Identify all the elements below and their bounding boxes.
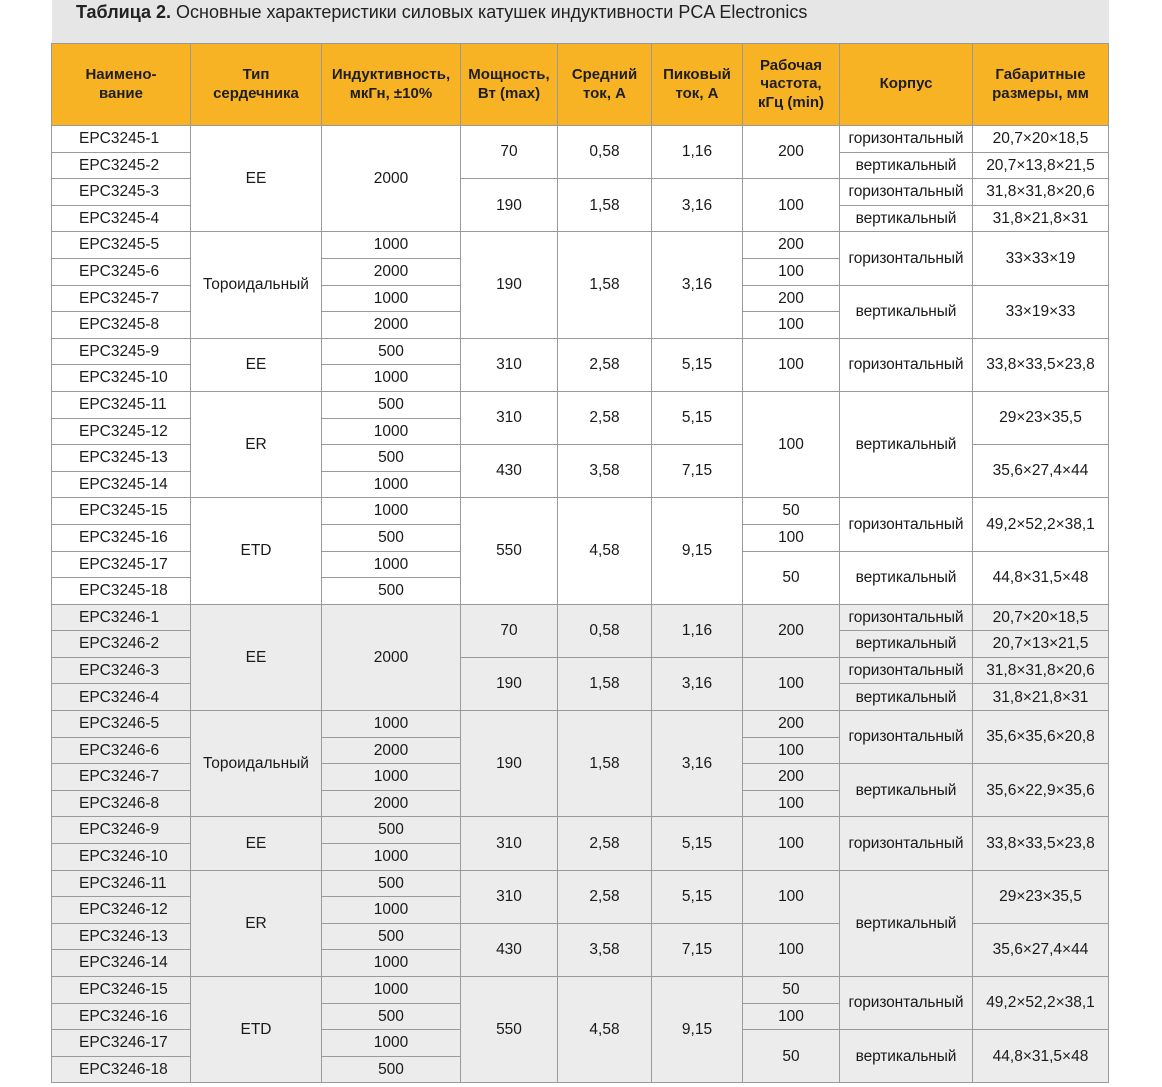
cell-name: EPC3245-13 bbox=[52, 445, 191, 472]
cell-dimensions: 49,2×52,2×38,1 bbox=[973, 977, 1109, 1030]
cell-avg-current: 2,58 bbox=[558, 870, 652, 923]
cell-inductance: 1000 bbox=[322, 897, 461, 924]
cell-frequency: 200 bbox=[743, 126, 840, 179]
cell-inductance: 500 bbox=[322, 817, 461, 844]
cell-core: Тороидальный bbox=[191, 232, 322, 338]
header-inductance: Индуктивность, мкГн, ±10% bbox=[322, 44, 461, 126]
cell-inductance: 500 bbox=[322, 338, 461, 365]
cell-inductance: 500 bbox=[322, 1056, 461, 1083]
cell-dimensions: 29×23×35,5 bbox=[973, 391, 1109, 444]
cell-frequency: 100 bbox=[743, 1003, 840, 1030]
cell-peak-current: 5,15 bbox=[652, 391, 743, 444]
cell-inductance: 1000 bbox=[322, 498, 461, 525]
table-group-1 bbox=[52, 126, 1109, 605]
cell-case: вертикальный bbox=[840, 764, 973, 817]
cell-name: EPC3245-3 bbox=[52, 179, 191, 206]
cell-case: горизонтальный bbox=[840, 604, 973, 631]
cell-name: EPC3246-2 bbox=[52, 631, 191, 658]
cell-name: EPC3245-16 bbox=[52, 524, 191, 551]
cell-name: EPC3246-9 bbox=[52, 817, 191, 844]
cell-inductance: 500 bbox=[322, 1003, 461, 1030]
cell-power: 310 bbox=[461, 391, 558, 444]
cell-frequency: 200 bbox=[743, 285, 840, 312]
cell-name: EPC3246-18 bbox=[52, 1056, 191, 1083]
table-row bbox=[52, 498, 1109, 525]
header-name: Наимено- вание bbox=[52, 44, 191, 126]
table-group-2 bbox=[52, 604, 1109, 1083]
cell-peak-current: 5,15 bbox=[652, 338, 743, 391]
header-power: Мощность, Вт (max) bbox=[461, 44, 558, 126]
cell-peak-current: 3,16 bbox=[652, 179, 743, 232]
cell-avg-current: 1,58 bbox=[558, 179, 652, 232]
cell-name: EPC3246-6 bbox=[52, 737, 191, 764]
cell-dimensions: 33,8×33,5×23,8 bbox=[973, 817, 1109, 870]
cell-name: EPC3246-17 bbox=[52, 1030, 191, 1057]
cell-avg-current: 4,58 bbox=[558, 977, 652, 1083]
cell-case: вертикальный bbox=[840, 285, 973, 338]
cell-power: 430 bbox=[461, 445, 558, 498]
cell-dimensions: 35,6×27,4×44 bbox=[973, 923, 1109, 976]
cell-frequency: 100 bbox=[743, 790, 840, 817]
table-row bbox=[52, 817, 1109, 844]
cell-case: вертикальный bbox=[840, 205, 973, 232]
cell-case: вертикальный bbox=[840, 391, 973, 497]
cell-name: EPC3246-13 bbox=[52, 923, 191, 950]
cell-frequency: 100 bbox=[743, 338, 840, 391]
cell-power: 190 bbox=[461, 711, 558, 817]
cell-avg-current: 3,58 bbox=[558, 445, 652, 498]
cell-core: ETD bbox=[191, 498, 322, 604]
cell-inductance: 1000 bbox=[322, 950, 461, 977]
caption-label: Таблица 2. bbox=[76, 2, 172, 22]
cell-name: EPC3246-4 bbox=[52, 684, 191, 711]
cell-dimensions: 31,8×31,8×20,6 bbox=[973, 179, 1109, 206]
cell-name: EPC3246-10 bbox=[52, 844, 191, 871]
table-row bbox=[52, 977, 1109, 1004]
cell-name: EPC3245-9 bbox=[52, 338, 191, 365]
cell-case: горизонтальный bbox=[840, 711, 973, 764]
cell-name: EPC3245-2 bbox=[52, 152, 191, 179]
cell-peak-current: 1,16 bbox=[652, 126, 743, 179]
cell-inductance: 1000 bbox=[322, 1030, 461, 1057]
cell-dimensions: 44,8×31,5×48 bbox=[973, 551, 1109, 604]
cell-peak-current: 5,15 bbox=[652, 870, 743, 923]
cell-case: вертикальный bbox=[840, 870, 973, 976]
cell-case: горизонтальный bbox=[840, 338, 973, 391]
cell-inductance: 1000 bbox=[322, 232, 461, 259]
cell-name: EPC3246-7 bbox=[52, 764, 191, 791]
table-row bbox=[52, 604, 1109, 631]
cell-name: EPC3246-1 bbox=[52, 604, 191, 631]
cell-peak-current: 5,15 bbox=[652, 817, 743, 870]
cell-inductance: 500 bbox=[322, 524, 461, 551]
cell-dimensions: 33×33×19 bbox=[973, 232, 1109, 285]
cell-inductance: 500 bbox=[322, 391, 461, 418]
cell-power: 310 bbox=[461, 870, 558, 923]
cell-name: EPC3246-15 bbox=[52, 977, 191, 1004]
cell-frequency: 50 bbox=[743, 977, 840, 1004]
cell-inductance: 1000 bbox=[322, 977, 461, 1004]
cell-inductance: 2000 bbox=[322, 790, 461, 817]
cell-inductance: 1000 bbox=[322, 285, 461, 312]
cell-inductance: 500 bbox=[322, 445, 461, 472]
cell-case: вертикальный bbox=[840, 152, 973, 179]
cell-peak-current: 3,16 bbox=[652, 711, 743, 817]
cell-frequency: 50 bbox=[743, 551, 840, 604]
cell-inductance: 1000 bbox=[322, 711, 461, 738]
cell-inductance: 1000 bbox=[322, 418, 461, 445]
cell-frequency: 50 bbox=[743, 1030, 840, 1083]
cell-dimensions: 31,8×21,8×31 bbox=[973, 205, 1109, 232]
cell-frequency: 100 bbox=[743, 737, 840, 764]
cell-avg-current: 0,58 bbox=[558, 604, 652, 657]
cell-peak-current: 7,15 bbox=[652, 923, 743, 976]
cell-dimensions: 20,7×20×18,5 bbox=[973, 126, 1109, 153]
cell-name: EPC3245-10 bbox=[52, 365, 191, 392]
cell-inductance: 500 bbox=[322, 578, 461, 605]
cell-power: 310 bbox=[461, 338, 558, 391]
cell-case: горизонтальный bbox=[840, 657, 973, 684]
cell-name: EPC3246-8 bbox=[52, 790, 191, 817]
cell-frequency: 100 bbox=[743, 312, 840, 339]
cell-power: 190 bbox=[461, 232, 558, 338]
table-row bbox=[52, 711, 1109, 738]
cell-inductance: 1000 bbox=[322, 471, 461, 498]
cell-name: EPC3245-14 bbox=[52, 471, 191, 498]
cell-peak-current: 9,15 bbox=[652, 498, 743, 604]
header-frequency: Рабочая частота, кГц (min) bbox=[743, 44, 840, 126]
cell-inductance: 2000 bbox=[322, 604, 461, 710]
cell-power: 190 bbox=[461, 179, 558, 232]
cell-dimensions: 35,6×35,6×20,8 bbox=[973, 711, 1109, 764]
cell-core: EE bbox=[191, 604, 322, 710]
cell-name: EPC3245-7 bbox=[52, 285, 191, 312]
cell-dimensions: 35,6×22,9×35,6 bbox=[973, 764, 1109, 817]
cell-inductance: 1000 bbox=[322, 551, 461, 578]
cell-case: горизонтальный bbox=[840, 179, 973, 206]
header-row bbox=[52, 44, 1109, 126]
cell-frequency: 100 bbox=[743, 179, 840, 232]
cell-avg-current: 2,58 bbox=[558, 391, 652, 444]
cell-name: EPC3245-12 bbox=[52, 418, 191, 445]
table-row bbox=[52, 870, 1109, 897]
characteristics-table bbox=[51, 43, 1109, 1083]
cell-inductance: 2000 bbox=[322, 258, 461, 285]
header-peak-current: Пиковый ток, А bbox=[652, 44, 743, 126]
header-dimensions: Габаритные размеры, мм bbox=[973, 44, 1109, 126]
cell-frequency: 100 bbox=[743, 817, 840, 870]
cell-frequency: 200 bbox=[743, 604, 840, 657]
cell-name: EPC3245-11 bbox=[52, 391, 191, 418]
header-core: Тип сердечника bbox=[191, 44, 322, 126]
cell-inductance: 1000 bbox=[322, 764, 461, 791]
cell-frequency: 100 bbox=[743, 524, 840, 551]
cell-peak-current: 7,15 bbox=[652, 445, 743, 498]
cell-name: EPC3245-5 bbox=[52, 232, 191, 259]
cell-core: EE bbox=[191, 817, 322, 870]
cell-power: 190 bbox=[461, 657, 558, 710]
cell-inductance: 1000 bbox=[322, 365, 461, 392]
cell-core: ETD bbox=[191, 977, 322, 1083]
cell-name: EPC3245-4 bbox=[52, 205, 191, 232]
cell-name: EPC3246-3 bbox=[52, 657, 191, 684]
cell-peak-current: 3,16 bbox=[652, 657, 743, 710]
cell-power: 550 bbox=[461, 498, 558, 604]
cell-frequency: 100 bbox=[743, 870, 840, 923]
cell-avg-current: 2,58 bbox=[558, 817, 652, 870]
cell-dimensions: 20,7×13×21,5 bbox=[973, 631, 1109, 658]
cell-dimensions: 33,8×33,5×23,8 bbox=[973, 338, 1109, 391]
table-row bbox=[52, 126, 1109, 153]
cell-inductance: 500 bbox=[322, 923, 461, 950]
cell-name: EPC3246-5 bbox=[52, 711, 191, 738]
cell-core: Тороидальный bbox=[191, 711, 322, 817]
cell-case: горизонтальный bbox=[840, 817, 973, 870]
cell-name: EPC3246-11 bbox=[52, 870, 191, 897]
cell-case: горизонтальный bbox=[840, 977, 973, 1030]
cell-dimensions: 35,6×27,4×44 bbox=[973, 445, 1109, 498]
table-row bbox=[52, 391, 1109, 418]
cell-frequency: 100 bbox=[743, 391, 840, 497]
cell-case: горизонтальный bbox=[840, 498, 973, 551]
cell-name: EPC3245-8 bbox=[52, 312, 191, 339]
cell-power: 70 bbox=[461, 126, 558, 179]
cell-core: ER bbox=[191, 870, 322, 976]
cell-name: EPC3245-17 bbox=[52, 551, 191, 578]
cell-frequency: 50 bbox=[743, 498, 840, 525]
cell-avg-current: 0,58 bbox=[558, 126, 652, 179]
cell-inductance: 1000 bbox=[322, 844, 461, 871]
cell-power: 310 bbox=[461, 817, 558, 870]
cell-core: EE bbox=[191, 126, 322, 232]
header-case: Корпус bbox=[840, 44, 973, 126]
cell-case: вертикальный bbox=[840, 684, 973, 711]
cell-avg-current: 3,58 bbox=[558, 923, 652, 976]
cell-name: EPC3246-14 bbox=[52, 950, 191, 977]
cell-case: горизонтальный bbox=[840, 126, 973, 153]
cell-case: вертикальный bbox=[840, 551, 973, 604]
cell-core: ER bbox=[191, 391, 322, 497]
cell-power: 430 bbox=[461, 923, 558, 976]
cell-name: EPC3245-1 bbox=[52, 126, 191, 153]
cell-name: EPC3246-12 bbox=[52, 897, 191, 924]
cell-avg-current: 1,58 bbox=[558, 711, 652, 817]
cell-name: EPC3246-16 bbox=[52, 1003, 191, 1030]
cell-core: EE bbox=[191, 338, 322, 391]
cell-frequency: 200 bbox=[743, 764, 840, 791]
table-row bbox=[52, 232, 1109, 259]
cell-name: EPC3245-18 bbox=[52, 578, 191, 605]
cell-dimensions: 49,2×52,2×38,1 bbox=[973, 498, 1109, 551]
cell-case: вертикальный bbox=[840, 1030, 973, 1083]
cell-name: EPC3245-15 bbox=[52, 498, 191, 525]
cell-inductance: 2000 bbox=[322, 126, 461, 232]
cell-avg-current: 2,58 bbox=[558, 338, 652, 391]
cell-power: 70 bbox=[461, 604, 558, 657]
table-caption bbox=[76, 2, 807, 23]
cell-case: вертикальный bbox=[840, 631, 973, 658]
cell-frequency: 100 bbox=[743, 258, 840, 285]
cell-dimensions: 31,8×31,8×20,6 bbox=[973, 657, 1109, 684]
cell-dimensions: 44,8×31,5×48 bbox=[973, 1030, 1109, 1083]
cell-dimensions: 20,7×20×18,5 bbox=[973, 604, 1109, 631]
cell-avg-current: 1,58 bbox=[558, 232, 652, 338]
cell-inductance: 500 bbox=[322, 870, 461, 897]
cell-peak-current: 9,15 bbox=[652, 977, 743, 1083]
cell-frequency: 200 bbox=[743, 232, 840, 259]
cell-frequency: 200 bbox=[743, 711, 840, 738]
table-row bbox=[52, 338, 1109, 365]
cell-inductance: 2000 bbox=[322, 737, 461, 764]
caption-text: Основные характеристики силовых катушек индуктивности PCA Electronics bbox=[171, 2, 808, 22]
cell-inductance: 2000 bbox=[322, 312, 461, 339]
cell-frequency: 100 bbox=[743, 657, 840, 710]
cell-case: горизонтальный bbox=[840, 232, 973, 285]
cell-frequency: 100 bbox=[743, 923, 840, 976]
cell-dimensions: 20,7×13,8×21,5 bbox=[973, 152, 1109, 179]
cell-dimensions: 31,8×21,8×31 bbox=[973, 684, 1109, 711]
cell-peak-current: 3,16 bbox=[652, 232, 743, 338]
cell-name: EPC3245-6 bbox=[52, 258, 191, 285]
cell-peak-current: 1,16 bbox=[652, 604, 743, 657]
cell-dimensions: 33×19×33 bbox=[973, 285, 1109, 338]
cell-avg-current: 4,58 bbox=[558, 498, 652, 604]
header-avg-current: Средний ток, А bbox=[558, 44, 652, 126]
cell-power: 550 bbox=[461, 977, 558, 1083]
cell-avg-current: 1,58 bbox=[558, 657, 652, 710]
cell-dimensions: 29×23×35,5 bbox=[973, 870, 1109, 923]
